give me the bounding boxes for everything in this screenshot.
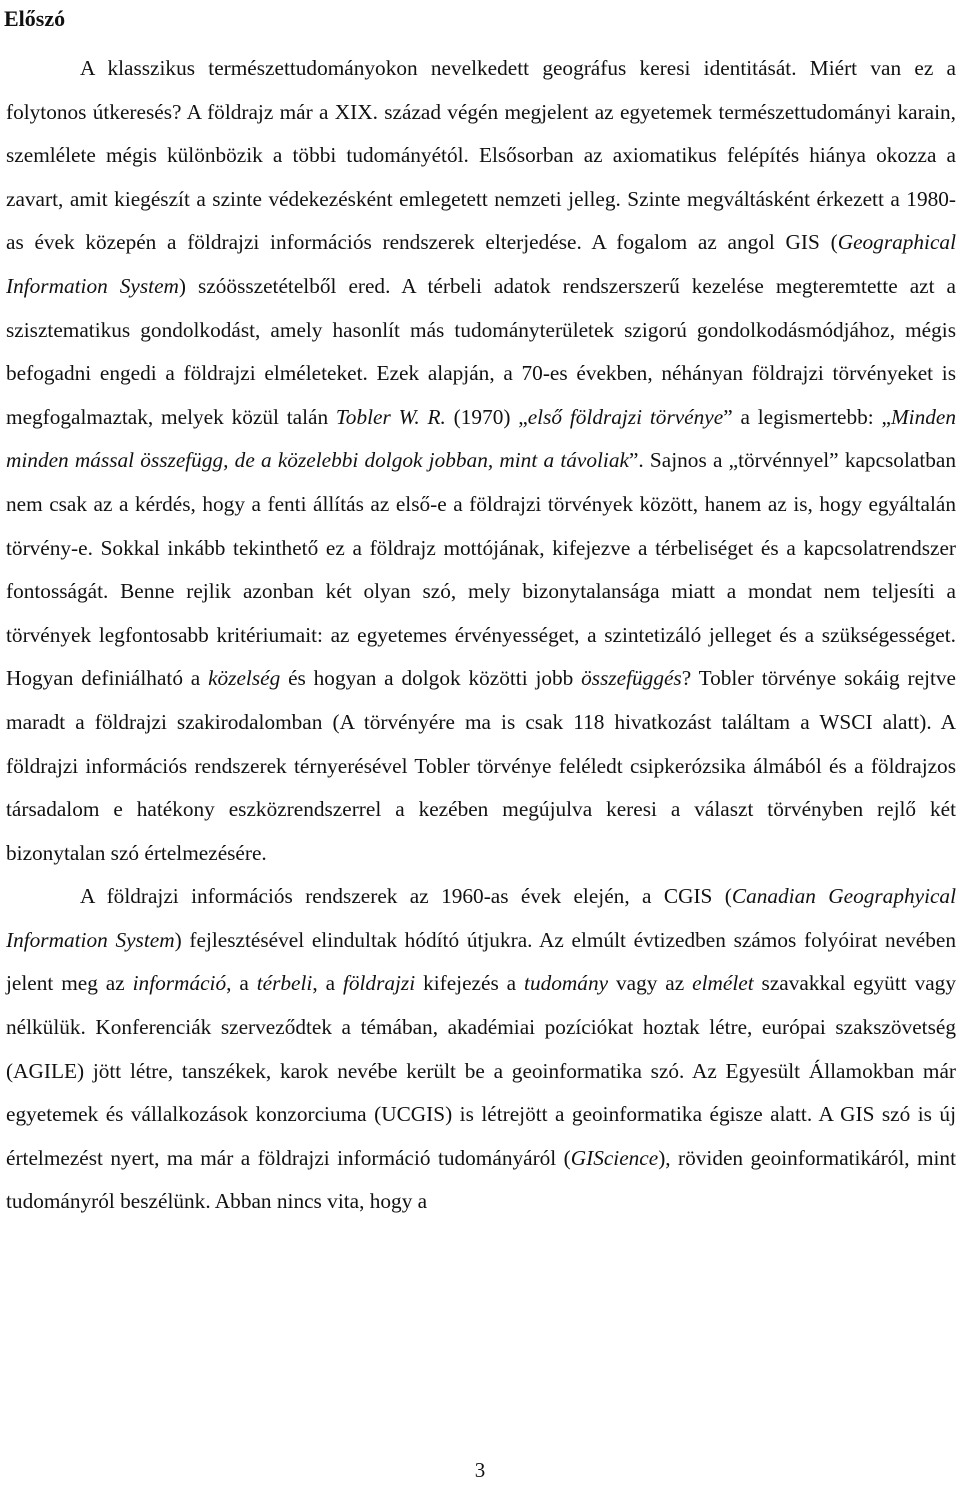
italic-run: Canadian Geographyical Information System [6,884,957,952]
italic-run: földrajzi [342,971,416,996]
body-text [6,47,956,1224]
text-run: , a [226,971,257,996]
italic-run: közelség [208,666,281,691]
text-run: (1970) „ [445,404,528,429]
text-run: vagy az [608,971,693,996]
section-heading: Előszó [4,6,66,31]
text-run: ) szóösszetételből ered. A térbeli adatok rendszerszerű kezelése megteremtette azt a szisztematikus gondolkodást, amely hasonlít más tudományterületek szigorú gondolkodásmódjához, mégis befogadni engedi a földrajzi elméleteket. Ezek alapján, a 70-es években, néhányan földrajzi törvényeket is megfogalmaztak, melyek közül talán [6,273,957,429]
page-number: 3 [474,1458,486,1482]
text-run: ? Tobler törvénye sokáig rejtve maradt a földrajzi szakirodalomban (A törvényére ma is csak 118 hivatkozást találtam a WSCI alatt). A földrajzi információs rendszerek térnyerésével Tobler törvénye feléledt csipkerózsika álmából és a földrajzos társadalom e hatékony eszközrendszerrel a kezében megújulva keresi a választ törvényben rejlő két bizonytalan szó értelmezésére. [6,666,956,865]
text-run: , a [312,971,343,996]
italic-run: térbeli [256,971,313,996]
italic-run: elmélet [692,971,754,996]
text-run: ) fejlesztésével elindultak hódító útjukra. Az elmúlt évtizedben számos folyóirat nevében jelent meg az [6,927,956,996]
italic-run: GIScience [570,1145,659,1170]
text-run: ”. Sajnos a „törvénnyel” kapcsolatban nem csak az a kérdés, hogy a fenti állítás az első-e a földrajzi törvények között, hanem az is, hogy egyáltalán törvény-e. Sokkal inkább tekinthető ez a földrajz mottójának, kifejezve a térbeliséget és a kapcsolatrendszer fontosságát. Benne rejlik azonban két olyan szó, mely bizonytalansága miatt a mondat nem teljesíti a törvények legfontosabb kritériumait: az egyetemes érvényességet, a szintetizáló jelleget és a szükségességet. Hogyan definiálható a [6,448,956,691]
text-run: ” a legismertebb: „ [723,404,891,429]
text-run: A klasszikus természettudományokon nevelkedett geográfus keresi identitását. Miért van ez a folytonos útkeresés? A földrajz már a XIX. század végén megjelent az egyetemek természettudományi karain, szemlélete mégis különbözik a többi tudományétól. Elsősorban az axiomatikus felépítés hiánya okozza a zavart, amit kiegészít a szinte védekezésként emlegetett nemzeti jelleg. Szinte megváltásként érkezett a 1980-as évek közepén a földrajzi információs rendszerek elterjedése. A fogalom az angol GIS ( [6,56,956,255]
italic-run: első földrajzi törvénye [527,404,724,429]
text-run: ), röviden geoinformatikáról, mint tudományról beszélünk. Abban nincs vita, hogy a [6,1145,956,1214]
text-run: szavakkal együtt vagy nélkülük. Konferenciák szerveződtek a témában, akadémiai pozíciókat hoztak létre, európai szakszövetség (AGILE) jött létre, tanszékek, karok nevébe került be a geoinformatika szó. Az Egyesült Államokban már egyetemek és vállalkozások konzorciuma (UCGIS) is létrejött a geoinformatika égisze alatt. A GIS szó is új értelmezést nyert, ma már a földrajzi információ tudományáról ( [6,971,956,1170]
italic-run: tudomány [524,971,609,996]
text-run: kifejezés a [415,971,525,996]
italic-run: Minden minden mással összefügg, de a közelebbi dolgok jobban, mint a távoliak [6,404,956,473]
italic-run: összefüggés [581,666,682,691]
text-run: és hogyan a dolgok közötti jobb [280,666,582,691]
text-run: A földrajzi információs rendszerek az 1960-as évek elején, a CGIS ( [80,884,732,909]
paragraph-2 [6,875,956,1224]
italic-run: információ [132,971,227,996]
italic-run: Tobler W. R. [335,404,446,429]
paragraph-1 [6,47,956,875]
italic-run: Geographical Information System [6,230,956,298]
